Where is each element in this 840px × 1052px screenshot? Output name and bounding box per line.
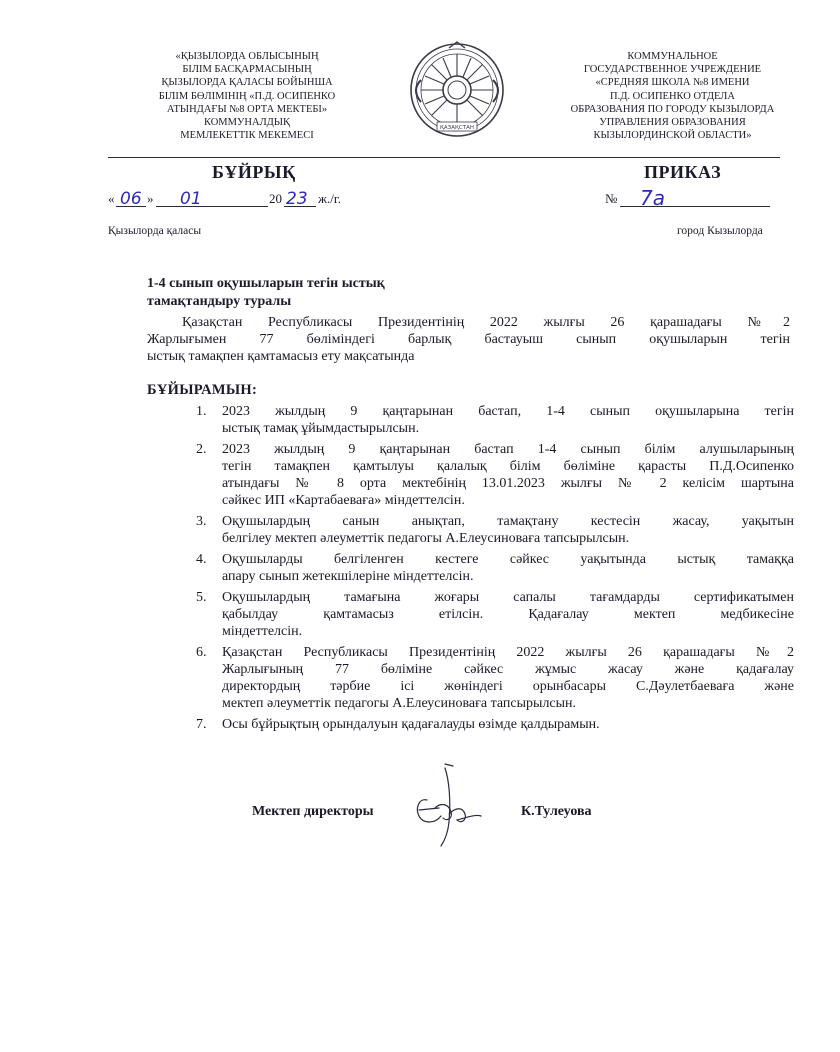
item-line: атындағы № 8 орта мектебінің 13.01.2023 жылғы № 2 келісім шартына [222,476,794,491]
header-ru-line: «СРЕДНЯЯ ШКОЛА №8 ИМЕНИ [595,77,750,89]
date-month: 01 [180,189,202,209]
command-heading: БҰЙЫРАМЫН: [147,382,258,398]
item-line: Жарлығының 77 бөліміне сәйкес жұмыс жасау және қадағалау [222,662,794,677]
handwritten-signature-icon [405,760,515,850]
item-line: Осы бұйрықтың орындалуын қадағалауды өзімде қалдырамын. [222,717,600,732]
item-line: 2023 жылдың 9 қаңтарынан бастап, 1-4 сынып оқушыларына тегін [222,404,794,419]
date-close-quote: » [147,191,154,206]
order-items-list [196,403,794,737]
list-item [196,644,794,712]
item-line: белгілеу мектеп әлеуметтік педагогы А.Елеусиноваға тапсырылсын. [222,531,630,546]
date-month-underline [156,206,268,207]
item-line: Оқушылардың санын анықтап, тамақтану кестесін жасау, уақытын [222,514,794,529]
item-line: ыстық тамақ ұйымдастырылсын. [222,421,420,436]
order-date [108,188,408,212]
header-ru-line: ОБРАЗОВАНИЯ ПО ГОРОДУ КЫЗЫЛОРДА [570,103,775,115]
city-kz: Қызылорда қаласы [108,225,202,237]
item-line: Оқушыларды белгіленген кестеге сәйкес уақытында ыстық тамаққа [222,552,794,567]
title-line: тамақтандыру туралы [147,294,292,309]
header-kz-line: БІЛІМ БӨЛІМІНІҢ «П.Д. ОСИПЕНКО [158,90,336,102]
item-line: міндеттелсін. [222,624,303,639]
emblem-text: ҚАЗАҚСТАН [440,125,474,131]
header-ru-line: УПРАВЛЕНИЯ ОБРАЗОВАНИЯ [599,117,746,129]
header-ru-line: КЫЗЫЛОРДИНСКОЙ ОБЛАСТИ» [593,130,752,142]
header-kz-line: АТЫНДАҒЫ №8 ОРТА МЕКТЕБІ» [166,103,328,115]
order-number [600,186,780,212]
order-label-kz: БҰЙРЫҚ [212,162,296,182]
item-line: директордың тәрбие ісі жөніндегі орынбасары С.Дәулетбаеваға және [222,679,794,694]
header-kz-line: ҚЫЗЫЛОРДА ҚАЛАСЫ БОЙЫНША [161,77,333,89]
date-year-prefix: 20 [269,191,282,206]
item-number: 5. [196,590,207,605]
item-line: Оқушылардың тамағына жоғары сапалы тағамдарды сертификатымен [222,590,794,605]
header-kz-line: «ҚЫЗЫЛОРДА ОБЛЫСЫНЫҢ [175,51,319,62]
header-kz-line: БІЛІМ БАСҚАРМАСЫНЫҢ [182,64,312,76]
signatory-title: Мектеп директоры [252,804,374,819]
list-item [196,551,794,585]
date-year-suffix: 23 [286,189,308,209]
header-ru-line: ГОСУДАРСТВЕННОЕ УЧРЕЖДЕНИЕ [583,64,762,76]
header-ru-line: П.Д. ОСИПЕНКО ОТДЕЛА [610,90,735,102]
item-line: қабылдау қамтамасыз етілсін. Қадағалау мектеп медбикесіне [222,607,794,622]
item-number: 2. [196,442,207,457]
item-number: 3. [196,514,207,529]
item-line: тегін тамақпен қамтылуы қалалық білім бөліміне қарасты П.Д.Осипенко [222,459,794,474]
item-line: апару сынып жетекшілеріне міндеттелсін. [222,569,474,584]
number-value: 7а [640,186,665,210]
item-number: 6. [196,645,207,660]
preamble [147,314,790,365]
order-label-ru: ПРИКАЗ [644,162,722,182]
number-sign: № [605,191,618,206]
state-emblem-icon [407,40,507,140]
list-item [196,513,794,547]
list-item [196,403,794,437]
header-ru-line: КОММУНАЛЬНОЕ [627,51,718,62]
city-ru: город Кызылорда [677,225,763,237]
date-day: 06 [120,189,142,209]
item-number: 7. [196,717,207,732]
item-line: мектеп әлеуметтік педагогы А.Елеусиноваға тапсырылсын. [222,696,577,711]
signatory-name: К.Тулеуова [521,804,592,819]
item-number: 1. [196,404,207,419]
date-year-unit: ж./г. [318,191,341,206]
preamble-line: Жарлығымен 77 бөліміндегі барлық бастауыш сынып оқушыларын тегін [147,332,790,347]
header-ru-institution [555,50,790,142]
header-kz-line: МЕМЛЕКЕТТІК МЕКЕМЕСІ [180,130,314,142]
header-kz-institution [132,50,362,142]
list-item [196,716,794,733]
preamble-line: ыстық тамақпен қамтамасыз ету мақсатында [147,349,415,364]
item-line: Қазақстан Республикасы Президентінің 2022 жылғы 26 қарашадағы №2 [222,645,794,660]
header-divider [108,157,780,158]
order-title [147,275,385,311]
header-kz-line: КОММУНАЛДЫҚ [203,117,291,129]
list-item [196,441,794,509]
item-number: 4. [196,552,207,567]
list-item [196,589,794,640]
preamble-line: Қазақстан Республикасы Президентінің 2022 жылғы 26 қарашадағы №2 [182,315,790,330]
item-line: 2023 жылдың 9 қаңтарынан бастап 1-4 сынып білім алушыларының [222,442,794,457]
item-line: сәйкес ИП «Картабаеваға» міндеттелсін. [222,493,465,508]
date-open-quote: « [108,191,115,206]
title-line: 1-4 сынып оқушыларын тегін ыстық [147,276,385,291]
